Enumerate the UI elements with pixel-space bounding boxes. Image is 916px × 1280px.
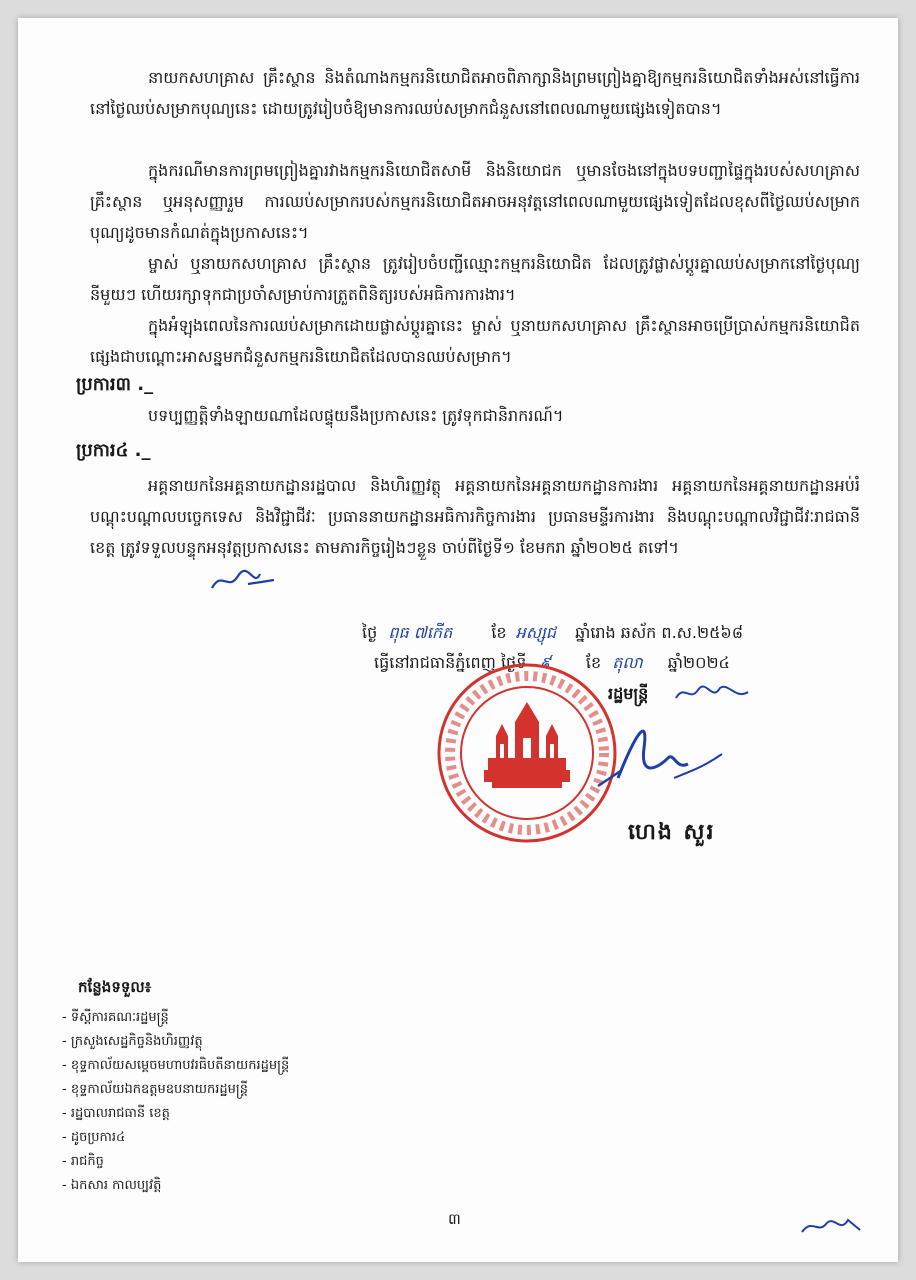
paragraph-3: ម្ចាស់ ឬនាយកសហគ្រាស គ្រឹះស្ថាន ត្រូវរៀបចំបញ្ជីឈ្មោះកម្មករនិយោជិត ដែលត្រូវផ្លាស់ប្តូរគ្នាឈប់សម្រាកនៅថ្ងៃបុណ្យនីមួយៗ ហើយរក្សាទុកជាប្រចាំសម្រាប់ការត្រួតពិនិត្យរបស់អធិការការងារ។ <box>90 254 860 304</box>
list-item: - រដ្ឋបាលរាជធានី ខេត្ត <box>62 1106 170 1121</box>
list-item: - ទីស្តីការគណៈរដ្ឋមន្ត្រី <box>62 1010 169 1025</box>
recipients-list <box>62 1006 289 1198</box>
minister-signature <box>578 708 738 808</box>
lunar-day-handwritten: ពុធ ៧កើត <box>388 623 453 642</box>
article-4-heading: ប្រការ៤ ._ <box>76 440 151 461</box>
footer-initials <box>796 1210 866 1240</box>
initials-signature <box>208 566 278 596</box>
gregorian-date-line: ធ្វើនៅរាជធានីភ្នំពេញ ថ្ងៃទី ៩ ខែ តុលា ឆ្នាំ២០២៤ <box>374 653 730 672</box>
list-item: - ខុទ្ទកាល័យសម្តេចមហាបវរធិបតីនាយករដ្ឋមន្ត្រី <box>62 1058 290 1073</box>
minister-name: ហេង សួរ <box>628 820 716 845</box>
day-handwritten: ៩ <box>539 653 551 672</box>
paragraph-2: ក្នុងករណីមានការព្រមព្រៀងគ្នារវាងកម្មករនិយោជិតសាមី និងនិយោជក ឬមានចែងនៅក្នុងបទបញ្ជាផ្ទៃក្នុងរបស់សហគ្រាស គ្រឹះស្ថាន ឬអនុសញ្ញារួម ការឈប់សម្រាករបស់កម្មករនិយោជិតអាចអនុវត្តនៅពេលណាមួយផ្សេងទៀតដែលខុសពីថ្ងៃឈប់សម្រាកបុណ្យដូចមានកំណត់ក្នុងប្រកាសនេះ។ <box>90 161 860 242</box>
list-item: - ឯកសារ កាលប្បវត្តិ <box>62 1178 162 1193</box>
list-item: - រាជកិច្ច <box>62 1154 104 1169</box>
month-handwritten: តុលា <box>612 653 643 672</box>
list-item: - ដូចប្រការ៤ <box>62 1130 126 1145</box>
minister-title: រដ្ឋមន្ត្រី <box>608 684 649 703</box>
page-number: ៣ <box>448 1210 461 1228</box>
lunar-year: ឆ្នាំរោង ឆស័ក ព.ស.២៥៦៨ <box>575 623 744 642</box>
lunar-date-line: ថ្ងៃ ពុធ ៧កើត ខែ អស្សុជ ឆ្នាំរោង ឆស័ក ព.ស.២៥៦៨ <box>362 623 744 642</box>
article-3-heading: ប្រការ៣ ._ <box>76 374 154 395</box>
paragraph-4: ក្នុងអំឡុងពេលនៃការឈប់សម្រាកដោយផ្លាស់ប្តូរគ្នានេះ ម្ចាស់ ឬនាយកសហគ្រាស គ្រឹះស្ថានអាចប្រើប្រាស់កម្មករនិយោជិតផ្សេងជាបណ្តោះអាសន្នមកជំនួសកម្មករនិយោជិតដែលបានឈប់សម្រាក។ <box>90 316 860 366</box>
article-4-text: អគ្គនាយកនៃអគ្គនាយកដ្ឋានរដ្ឋបាល និងហិរញ្ញវត្ថុ អគ្គនាយកនៃអគ្គនាយកដ្ឋានការងារ អគ្គនាយកនៃអគ្គនាយកដ្ឋានអប់រំបណ្តុះបណ្តាលបច្ចេកទេស និងវិជ្ជាជីវៈ ប្រធាននាយកដ្ឋានអធិការកិច្ចការងារ ប្រធានមន្ទីរការងារ និងបណ្តុះបណ្តាលវិជ្ជាជីវៈរាជធានី ខេត្ត ត្រូវទទួលបន្ទុកអនុវត្តប្រកាសនេះ តាមភារកិច្ចរៀងៗខ្លួន ចាប់ពីថ្ងៃទី១ ខែមករា ឆ្នាំ២០២៥ តទៅ។ <box>90 476 860 557</box>
list-item: - ក្រសួងសេដ្ឋកិច្ចនិងហិរញ្ញវត្ថុ <box>62 1034 203 1049</box>
minister-initials <box>672 678 752 708</box>
paragraph-1: នាយកសហគ្រាស គ្រឹះស្ថាន និងតំណាងកម្មករនិយោជិតអាចពិភាក្សានិងព្រមព្រៀងគ្នាឱ្យកម្មករនិយោជិតទាំងអស់នៅធ្វើការនៅថ្ងៃឈប់សម្រាកបុណ្យនេះ ដោយត្រូវរៀបចំឱ្យមានការឈប់សម្រាកជំនួសនៅពេលណាមួយផ្សេងទៀតបាន។ <box>90 68 860 118</box>
lunar-month-handwritten: អស្សុជ <box>515 623 556 642</box>
article-3-text: បទប្បញ្ញត្តិទាំងឡាយណាដែលផ្ទុយនឹងប្រកាសនេះ ត្រូវទុកជានិរាករណ៍។ <box>148 406 564 425</box>
list-item: - ខុទ្ទកាល័យឯកឧត្តមឧបនាយករដ្ឋមន្ត្រី <box>62 1082 248 1097</box>
recipients-title: កន្លែងទទួល៖ <box>78 978 152 996</box>
document-page <box>18 18 898 1262</box>
